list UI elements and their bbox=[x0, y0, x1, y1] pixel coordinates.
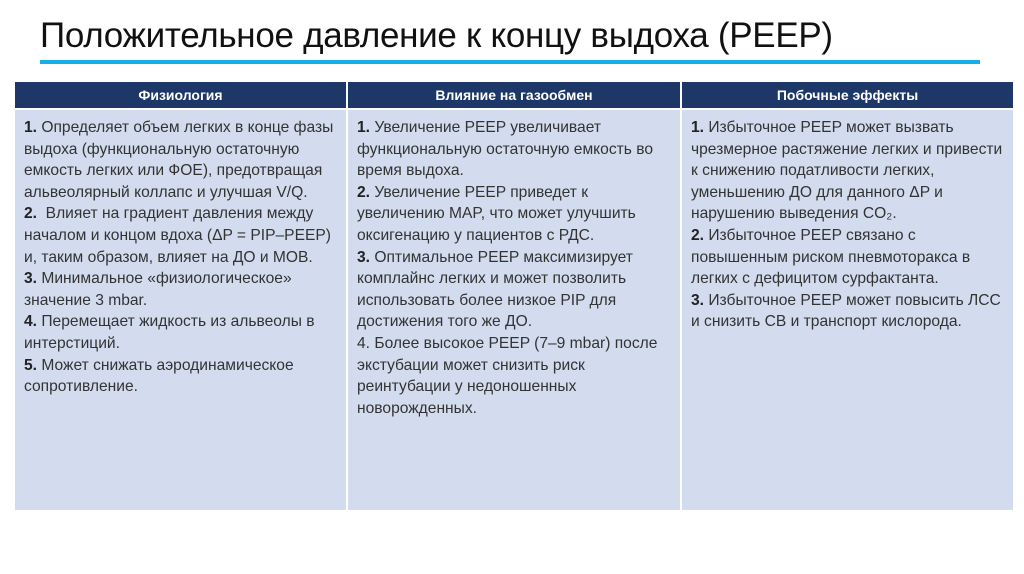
cell-physiology bbox=[15, 110, 346, 510]
list-item bbox=[24, 117, 338, 203]
item-text: Минимальное «физиологическое» значение 3 mbar. bbox=[24, 270, 296, 309]
list-item bbox=[357, 247, 672, 333]
item-number: 3. bbox=[691, 291, 705, 309]
item-text: Увеличение PEEP увеличивает функциональную остаточную емкость во время выдоха. bbox=[357, 119, 658, 180]
header-gas-exchange: Влияние на газообмен bbox=[348, 82, 680, 108]
item-number: 1. bbox=[24, 119, 38, 136]
item-text: Перемещает жидкость из альвеолы в интерстиций. bbox=[24, 313, 319, 352]
item-number: 4. bbox=[24, 313, 38, 331]
title-underline bbox=[40, 60, 980, 64]
list-item bbox=[24, 311, 338, 354]
item-number: 3. bbox=[357, 248, 371, 266]
item-number: 1. bbox=[357, 119, 371, 136]
item-number: 2. bbox=[357, 183, 371, 201]
list-item bbox=[24, 203, 338, 268]
item-text: Избыточное PEEP может вызвать чрезмерное растяжение легких и привести к снижению податливости легких, уменьшению ДО для данного ΔP и нарушению выведения CO₂. bbox=[691, 119, 1007, 223]
item-number: 3. bbox=[24, 270, 38, 288]
peep-table bbox=[15, 82, 1009, 510]
list-item bbox=[691, 290, 1005, 333]
item-number: 5. bbox=[24, 356, 38, 374]
cell-gas-exchange bbox=[348, 110, 680, 510]
item-text: Влияет на градиент давления между началом и концом вдоха (ΔP = PIP–PEEP) и, таким образом, влияет на ДО и МОВ. bbox=[24, 205, 336, 266]
list-item bbox=[691, 117, 1005, 225]
list-item bbox=[357, 117, 672, 182]
header-physiology: Физиология bbox=[15, 82, 346, 108]
item-number: 1. bbox=[691, 119, 705, 136]
item-text: Определяет объем легких в конце фазы выдоха (функциональную остаточную емкость легких или ФОЕ), предотвращая альвеолярный коллапс и улучшая V/Q. bbox=[24, 119, 338, 201]
item-text: 4. Более высокое PEEP (7–9 mbar) после экстубации может снизить риск реинтубации у недоношенных новорожденных. bbox=[357, 334, 662, 417]
list-item bbox=[691, 225, 1005, 290]
item-text: Может снижать аэродинамическое сопротивление. bbox=[24, 356, 298, 396]
item-number: 2. bbox=[691, 226, 705, 244]
item-number: 2. bbox=[24, 205, 38, 223]
list-item bbox=[357, 182, 672, 247]
list-item bbox=[24, 355, 338, 398]
header-side-effects: Побочные эффекты bbox=[682, 82, 1013, 108]
item-text: Оптимальное PEEP максимизирует комплайнс легких и может позволить использовать более низкое PIP для достижения того же ДО. bbox=[357, 248, 638, 331]
list-item bbox=[357, 333, 672, 419]
slide-title: Положительное давление к концу выдоха (PEEP) bbox=[40, 16, 833, 55]
cell-side-effects bbox=[682, 110, 1013, 510]
item-text: Избыточное PEEP связано с повышенным риском пневмоторакса в легких с дефицитом сурфактанта. bbox=[691, 226, 975, 288]
item-text: Увеличение PEEP приведет к увеличению MAP, что может улучшить оксигенацию у пациентов с РДС. bbox=[357, 183, 641, 244]
item-text: Избыточное PEEP может повысить ЛСС и снизить СВ и транспорт кислорода. bbox=[691, 291, 1006, 331]
list-item bbox=[24, 268, 338, 311]
